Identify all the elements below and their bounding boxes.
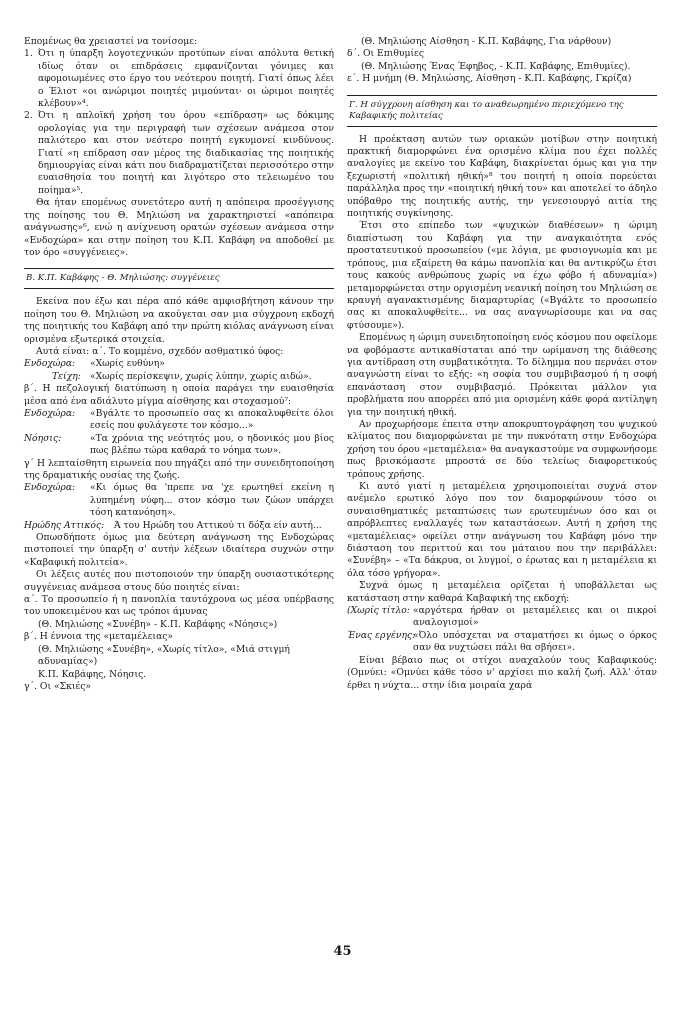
paragraph: Κι αυτό γιατί η μεταμέλεια χρησιμοποιείται συχνά στον ανέμελο ερωτικό λόγο που τον διαμορφώνουν τόσο οι συναισθηματικές μεταπτώσεις των ερωτευμένων όσο και οι απρόβλεπτες εναλλαγές των καταστάσεων. Αυτή η χρήση της «μεταμέλειας» οφείλει στην ανάγνωση του Καβάφη μόνο την διάσταση του περιττού και του μάταιου που την περιβάλλει: «Συνέβη» – «Τα δάκρυα, οι λυγμοί, ο έρωτας και η μεταμέλεια κι όλα τόσο γρήγορα». xyxy=(347,481,657,579)
quote: Ηρώδης Αττικός: Ά του Ηρώδη του Αττικού τι δόξα είν αυτή... xyxy=(24,519,322,531)
list-item: α΄. Το προσωπείο ή η πανοπλία ταυτόχρονα ως μέσα υπέρβασης του υποκειμένου και ως τρόποι άμυνας xyxy=(24,594,334,618)
section-heading-b: Β. Κ.Π. Καβάφης - Θ. Μηλιώσης: συγγένειες xyxy=(24,268,334,289)
paragraph: Η προέκταση αυτών των οριακών μοτίβων στην ποιητική πρακτική διαμορφώνει ένα ορισμένο κλίμα που έχει πολλές αναλογίες με εκείνο του Καβάφη, διακρίνεται όμως και για την ξεχωριστή «πολιτική ηθική»⁸ του ποιητή η οποία πορεύεται παράλληλα προς την «ποιητική ηθική του» και αποτελεί το άδηλο υπόβαθρο της ποιητικής αυτής, την γενεσιουργό αιτία της ποιητικής συγκίνησης. xyxy=(347,133,657,220)
paragraph: Οπωσδήποτε όμως μια δεύτερη ανάγνωση της Ενδοχώρας πιστοποιεί την ύπαρξη σ' αυτήν λέξεων ιδιαίτερα συχνών στην «Καβαφική πολιτεία». xyxy=(24,532,334,568)
quote: Ενδοχώρα: «Χωρίς ευθύνη» xyxy=(24,358,165,370)
list-item-source: (Θ. Μηλιώσης «Συνέβη», «Χωρίς τίτλο», «Μιά στιγμή αδυναμίας») xyxy=(38,643,290,668)
intro-paragraph: Επομένως θα χρειαστεί να τονίσομε: xyxy=(24,36,198,47)
paragraph: Εκείνα που έξω και πέρα από κάθε αμφισβήτηση κάνουν την ποίηση του Θ. Μηλιώση να ακούγεται σαν μια σύγχρονη εκδοχή της ποιητικής του Καβάφη από την πρώτη κιόλας ανάγνωση είναι ορισμένα εξωτερικά στοιχεία. xyxy=(24,296,334,345)
list-item: γ΄. Οι «Σκιές» xyxy=(24,680,91,692)
page-number: 45 xyxy=(333,944,352,959)
section-heading-c: Γ. Η σύγχρονη αίσθηση και το αναθεωρημένο περιεχόμενο της Καβαφικής πολιτείας xyxy=(347,95,657,127)
quote: (Χωρίς τίτλο: «αργότερα ήρθαν οι μεταμέλειες και οι πικροί αναλογισμοί» xyxy=(347,605,657,629)
list-item-source: Κ.Π. Καβάφης, Νόησις. xyxy=(38,668,147,680)
list-item: ε΄. Η μνήμη (Θ. Μηλιώσης, Αίσθηση - Κ.Π. Καβάφης, Γκρίζα) xyxy=(347,73,632,85)
paragraph: Οι λέξεις αυτές που πιστοποιούν την ύπαρξη ουσιαστικότερης συγγένειας ανάμεσα στους δύο ποιητές είναι: xyxy=(24,569,334,593)
left-column xyxy=(24,36,334,693)
quote: Ενδοχώρα: «Κι όμως θα 'πρεπε να 'χε ερωτηθεί εκείνη η λυπημένη νύφη... στον κόσμο των ζώων υπάρχει τόση κατανόηση». xyxy=(24,482,334,519)
conclusion-paragraph: Θα ήταν επομένως συνετότερο αυτή η απόπειρα προσέγγισης της ποίησης του Θ. Μηλιώση να χαρακτηριστεί «απόπειρα ανάγνωσης»⁶, ενώ η ανίχνευση ορατών σχέσεων ανάμεσα στην «Ενδοχώρα» και στην ποίηση του Κ.Π. Καβάφη να αποδοθεί με τον όρο «συγγένειες». xyxy=(24,197,334,258)
paragraph: Συχνά όμως η μεταμέλεια ορίζεται ή υποβάλλεται ως κατάσταση στην καθαρά Καβαφική της εκδοχή: xyxy=(347,580,657,604)
paragraph: Επομένως η ώριμη συνειδητοποίηση ενός κόσμου που οφείλομε να φοβόμαστε αντικαθίσταται από την ωρίμανση της διάθεσης για αντίδραση στη συμβατικότητα. Το δίλημμα που περνάει στον αναγνώστη είναι το εξής: «η σοφία του συμβιβασμού ή η σοφή επανάσταση στον συμβιβασμό. Πρόκειται μάλλον για προβλήματα που απορρέει από μια ορισμένη κάθε φορά αντίληψη για την ποιητική ηθική. xyxy=(347,332,657,418)
quote: Νόησις: «Τα χρόνια της νεότητός μου, ο ηδονικός μου βίος πως βλέπω τώρα καθαρά το νόημα των». xyxy=(24,432,334,457)
list-item: 1. Ότι η ύπαρξη λογοτεχνικών προτύπων είναι απόλυτα θετική ιδίως όταν οι επιδράσεις εμφανίζονται γόνιμες και αφομοιωμένες στο έργο του νεότερου ποιητή. Γιατί όπως λέει ο Έλιοτ «οι ανώριμοι ποιητές μιμούνται· οι ώριμοι ποιητές κλέβουν»⁴. xyxy=(24,48,334,110)
list-item: δ΄. Οι Επιθυμίες xyxy=(347,48,424,60)
paragraph: γ΄ Η λεπταίσθητη ειρωνεία που πηγάζει από την συνειδητοποίηση της δραματικής ουσίας της ζωής. xyxy=(24,457,334,481)
list-item-source: (Θ. Μηλιώσης Αίσθηση - Κ.Π. Καβάφης, Για νάρθουν) xyxy=(361,36,612,47)
right-column xyxy=(347,36,657,692)
paragraph: β΄. Η πεζολογική διατύπωση η οποία παράγει την ευαισθησία μέσα από ένα αδιάλυτο μίγμα αίσθησης και στοχασμού⁷: xyxy=(24,383,334,407)
paragraph: Είναι βέβαιο πως οι στίχοι αναχαλούν τους Καβαφικούς: (Ομνύει: «Ομνύει κάθε τόσο ν' αρχίσει πιο καλή ζωή. Αλλ' όταν έρθει η νύχτα... στην ίδια μοιραία χαρά xyxy=(347,654,657,691)
quote: Τείχη: «Χωρίς περίσκεψιν, χωρίς λύπην, χωρίς αιδώ». xyxy=(52,370,312,382)
paragraph: Αν προχωρήσομε έπειτα στην αποκρυπτογράφηση του ψυχικού κλίματος που διαμορφώνεται με την πυκνότατη στην Ενδοχώρα χρήση του όρου «μεταμέλεια» θα αναγκαστούμε να συμφωνήσομε πως βρισκόμαστε μπροστά σε δύο τελείως διαφορετικούς τρόπους χρήσης. xyxy=(347,418,657,480)
list-item-source: (Θ. Μηλιώσης «Συνέβη» - Κ.Π. Καβάφης «Νόησις») xyxy=(38,618,278,630)
list-item: β΄. Η έννοια της «μεταμέλειας» xyxy=(24,631,174,643)
quote: Ενδοχώρα: «Βγάλτε το προσωπείο σας κι αποκαλυφθείτε όλοι εσείς που φυλάγεστε τον κόσμο...» xyxy=(24,407,334,432)
paragraph: Αυτά είναι: α΄. Το κομμένο, σχεδόν ασθματικό ύφος: xyxy=(36,345,284,357)
list-item: 2. Ότι η απλοϊκή χρήση του όρου «επίδραση» ως δόκιμης ορολογίας για την περιγραφή των σχέσεων ανάμεσα στον παλιότερο και στον νεότερο ποιητή εγκυμονεί κινδύνους. Γιατί «η επίδραση σαν μέρος της διαδικασίας της ποιητικής δημιουργίας είναι κάτι που διαδραματίζεται περισσότερο στην ευαισθησία του ποιητή και λιγότερο στο τελειωμένο του ποίημα»⁵. xyxy=(24,110,334,196)
quote: Ένας εργένης: «Όλο υπόσχεται να σταματήσει κι όμως ο όρκος σαν θα νυχτώσει πάλι θα σβήσει». xyxy=(347,629,657,654)
paragraph: Έτσι στο επίπεδο των «ψυχικών διαθέσεων» η ώριμη διαπίστωση του Καβάφη για την αναγκαιότητα ενός προστατευτικού προσωπείου («με λόγια, με φυσιογνωμία και με τρόπους, μια εξαίρετη θα κάμω πανοπλία και θα αντικρύζω έτσι τους κακούς ανθρώπους χωρίς να έχω φόβο ή αδυναμία») μεταμορφώνεται στην οργισμένη νεανική ποίηση του Μηλιώση σε κραυγή αγανακτισμένης διαμαρτυρίας («Βγάλτε το προσωπείο σας κι αποκαλυφθείτε... να σας αναγνωρίσουμε και να σας φτύσουμε»). xyxy=(347,220,657,331)
list-item-source: (Θ. Μηλιώσης Ένας Έφηβος, - Κ.Π. Καβάφης, Επιθυμίες). xyxy=(361,60,631,72)
